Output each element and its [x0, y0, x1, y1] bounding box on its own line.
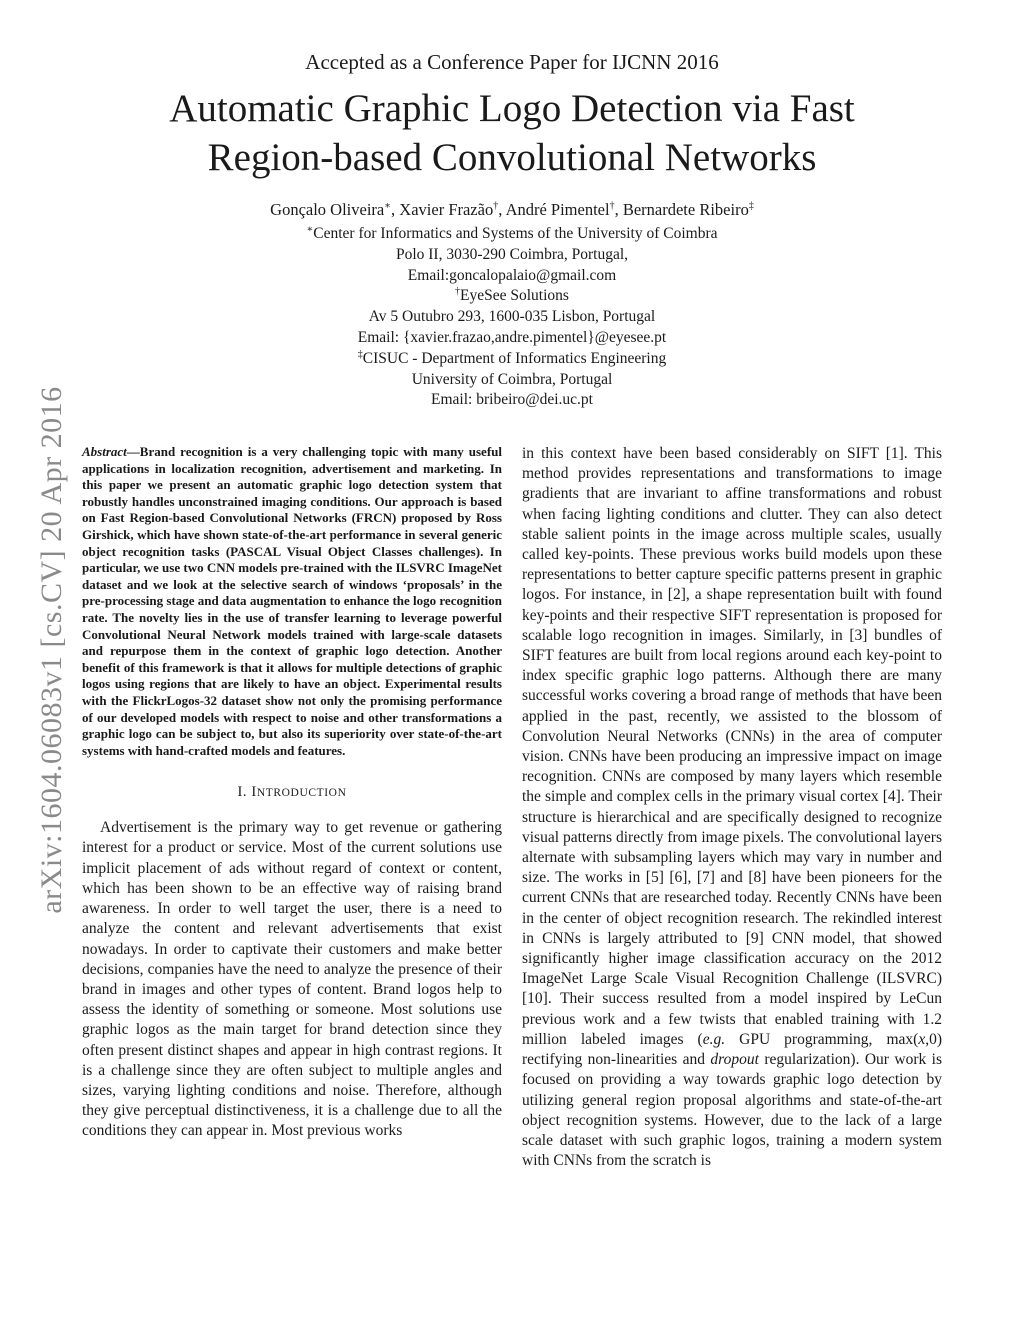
author-mark: †	[493, 200, 499, 212]
intro-paragraph: Advertisement is the primary way to get revenue or gathering interest for a product or service. Most of the current solutions use implicit placement of ads without regard of context or content, which has been shown to be an effective way of raising brand awareness. In order to well target the user, there is a need to analyze the content and relevant advertisements that exist nowadays. In order to captivate their customers and make better decisions, companies have the need to analyze the presence of their brand in images and other types of content. Brand logos help to assess the identity of something or someone. Most solutions use graphic logos as the main target for brand detection since they often present distinct shapes and appear in high contrast regions. It is a challenge since they are often subject to multiple angles and sizes, varying lighting conditions and noise. Therefore, although they give perceptual distinctiveness, it is a challenge due to all the conditions they can appear in. Most previous works	[82, 819, 502, 1140]
abstract-text: Brand recognition is a very challenging topic with many useful applications in localization recognition, advertisement and marketing. In this paper we present an automatic graphic logo detection system that robustly handles unconstrained imaging conditions. Our approach is based on Fast Region-based Convolutional Networks (FRCN) proposed by Ross Girshick, which have shown state-of-the-art performance in several generic object recognition tasks (PASCAL Visual Object Classes challenges). In particular, we use two CNN models pre-trained with the ILSVRC ImageNet dataset and we look at the selective search of windows ‘proposals’ in the pre-processing stage and data augmentation to enhance the logo recognition rate. The novelty lies in the use of transfer learning to leverage powerful Convolutional Neural Network models trained with large-scale datasets and repurpose them in the context of graphic logo detection. Another benefit of this framework is that it allows for multiple detections of graphic logos using regions that are likely to have an object. Experimental results with the FlickrLogos-32 dataset show not only the promising performance of our developed models with respect to noise and other transformations a graphic logo can be subject to, but also its superiority over state-of-the-art systems with hand-crafted models and features.	[82, 444, 502, 758]
author-frazao: Xavier Frazão	[399, 200, 494, 219]
author-list: Gonçalo Oliveira∗, Xavier Frazão†, André Pimentel†, Bernardete Ribeiro‡	[270, 200, 754, 219]
section-heading-introduction: I. INTRODUCTION	[237, 784, 347, 801]
intro-continuation: in this context have been based considerably on SIFT [1]. This method provides representations and transformations to image gradients that are invariant to affine transformations and robust when facing lighting conditions and clutter. They can also detect stable salient points in the image across multiple scales, usually called key-points. These previous works build models upon these representations to better capture specific patterns present in graphic logos. For instance, in [2], a shape representation built with found key-points and their respective SIFT representation is proposed for scalable logo recognition in images. Similarly, in [3] bundles of SIFT features are built from local regions around each key-point to index specific graphic logo patterns. Although there are many successful works covering a broad range of methods that have been applied in the past, recently, we assisted to the blossom of Convolution Neural Networks (CNNs) in the area of computer vision. CNNs have been producing an impressive impact on image recognition. CNNs are composed by many layers which resemble the simple and complex cells in the primary visual cortex [4]. Their structure is hierarchical and are specifically designed to recognize visual patterns directly from image pixels. The convolutional layers alternate with subsampling layers which may vary in number and size. The works in [5] [6], [7] and [8] have been pioneers for the current CNNs that are researched today. Recently CNNs have been in the center of object recognition research. The rekindled interest in CNNs is largely attributed to [9] CNN model, that showed significantly higher image classification accuracy on the 2012 ImageNet Large Scale Visual Recognition Challenge (ILSVRC) [10]. Their success resulted from a model inspired by LeCun previous work and a few twists that enabled training with 1.2 million labeled images (e.g. GPU programming, max(x,0) rectifying non-linearities and dropout regularization). Our work is focused on providing a way towards graphic logo detection by utilizing general region proposal algorithms and state-of-the-art object recognition systems. However, due to the lack of a large scale dataset with such graphic logos, training a modern system with CNNs from the scratch is	[522, 445, 942, 1170]
affiliation-mark: ∗	[306, 223, 314, 235]
affiliations	[0, 224, 1024, 411]
author-mark: †	[609, 200, 615, 212]
arxiv-identifier: arXiv:1604.06083v1 [cs.CV] 20 Apr 2016	[35, 386, 68, 914]
author-pimentel: André Pimentel	[505, 200, 610, 219]
title-line-1: Automatic Graphic Logo Detection via Fast	[169, 87, 855, 130]
right-column	[522, 444, 942, 1171]
abstract	[82, 444, 502, 759]
affiliation-line: University of Coimbra, Portugal	[411, 370, 613, 388]
paper-title	[100, 84, 924, 182]
affiliation-mark: †	[455, 286, 461, 298]
author-oliveira: Gonçalo Oliveira	[270, 200, 385, 219]
abstract-dash: —	[126, 444, 140, 459]
affiliation-email: Email: {xavier.frazao,andre.pimentel}@eyesee.pt	[357, 328, 667, 346]
affiliation-line: ∗Center for Informatics and Systems of the University of Coimbra	[306, 223, 718, 242]
affiliation-mark: ‡	[357, 348, 363, 360]
left-column	[82, 444, 502, 1142]
affiliation-line: †EyeSee Solutions	[455, 286, 569, 305]
author-mark: ‡	[748, 200, 754, 212]
affiliation-line: Polo II, 3030-290 Coimbra, Portugal,	[395, 245, 629, 263]
affiliation-email: Email:goncalopalaio@gmail.com	[407, 266, 617, 284]
abstract-label: Abstract	[82, 444, 127, 459]
title-line-2: Region-based Convolutional Networks	[207, 136, 817, 179]
author-ribeiro: Bernardete Ribeiro	[622, 200, 749, 219]
affiliation-line: ‡CISUC - Department of Informatics Engineering	[357, 348, 667, 367]
author-mark: ∗	[384, 200, 392, 212]
affiliation-line: Av 5 Outubro 293, 1600-035 Lisbon, Portugal	[368, 308, 656, 326]
conference-note: Accepted as a Conference Paper for IJCNN 2016	[305, 50, 719, 74]
affiliation-email: Email: bribeiro@dei.uc.pt	[431, 391, 593, 409]
